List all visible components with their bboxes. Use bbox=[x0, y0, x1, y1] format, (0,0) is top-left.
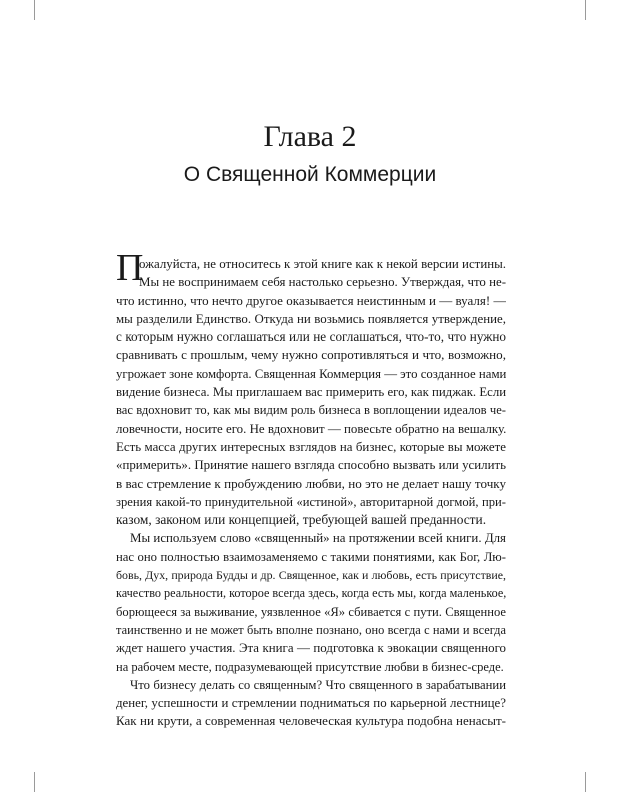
text-line: качество реальности, которое всегда здесь, когда есть мы, когда маленькое, bbox=[116, 586, 506, 601]
text-line: ждет нашего участия. Эта книга — подготовка к эвокации священного bbox=[116, 641, 506, 656]
text-line: Как ни крути, а современная человеческая культура подобна ненасыт- bbox=[116, 713, 506, 729]
text-line: Мы не воспринимаем себя настолько серьезно. Утверждая, что не- bbox=[139, 275, 506, 290]
text-line: мы разделили Единство. Откуда ни возьмись появляется утверждение, bbox=[116, 311, 506, 326]
text-line: на рабочем месте, подразумевающей присутствие любви в бизнес-среде. bbox=[116, 659, 504, 674]
text-line: вас вдохновит то, как мы видим роль бизнеса в воплощении идеалов че- bbox=[116, 403, 506, 418]
crop-mark-bottom-right bbox=[585, 772, 586, 792]
crop-mark-top-left bbox=[34, 0, 35, 20]
text-line: нас оно полностью взаимозаменяемо с такими понятиями, как Бог, Лю- bbox=[116, 549, 506, 564]
body-text bbox=[116, 255, 506, 731]
text-line: что истинно, что нечто другое оказывается неистинным и — вуаля! — bbox=[116, 292, 506, 308]
drop-cap: П bbox=[116, 247, 144, 289]
text-line: зрения какой-то принудительной «истиной», авторитарной догмой, при- bbox=[116, 494, 506, 509]
chapter-title: О Священной Коммерции bbox=[183, 163, 437, 186]
text-line: борющееся за выживание, уязвленное «Я» сбивается с пути. Священное bbox=[116, 604, 506, 619]
text-line: таинственно и не может быть вполне познано, оно всегда с нами и всегда bbox=[116, 622, 506, 637]
text-line: казом, законом или концепцией, требующей вашей преданности. bbox=[116, 512, 487, 528]
text-line: Есть масса других интересных взглядов на бизнес, которые вы можете bbox=[116, 439, 506, 454]
crop-mark-bottom-left bbox=[34, 772, 35, 792]
crop-mark-top-right bbox=[585, 0, 586, 20]
text-line: угрожает зоне комфорта. Священная Коммерция — это созданное нами bbox=[116, 366, 506, 381]
text-line: в вас стремление к пробуждению любви, но это не делает нашу точку bbox=[116, 475, 506, 491]
text-line: Что бизнесу делать со священным? Что священного в зарабатывании bbox=[130, 677, 506, 692]
text-line: сравнивать с прошлым, чему нужно сопротивляться и что, возможно, bbox=[116, 347, 506, 363]
text-line: с которым нужно соглашаться или не соглашаться, что-то, что нужно bbox=[116, 329, 506, 345]
text-line: видение бизнеса. Мы приглашаем вас примерить его, как пиджак. Если bbox=[116, 385, 506, 400]
text-line: ожалуйста, не относитесь к этой книге как к некой версии истины. bbox=[139, 257, 506, 271]
text-line: ловечности, носите его. Не вдохновит — повесьте обратно на вешалку. bbox=[116, 421, 506, 436]
text-line: Мы используем слово «священный» на протяжении всей книги. Для bbox=[130, 531, 506, 546]
text-line: «примерить». Принятие нашего взгляда способно вызвать или усилить bbox=[116, 458, 506, 473]
text-line: бовь, Дух, природа Будды и др. Священное, как и любовь, есть присутствие, bbox=[116, 568, 506, 583]
text-line: денег, успешности и стремлении подниматься по карьерной лестнице? bbox=[116, 696, 506, 711]
chapter-number: Глава 2 bbox=[263, 120, 357, 153]
